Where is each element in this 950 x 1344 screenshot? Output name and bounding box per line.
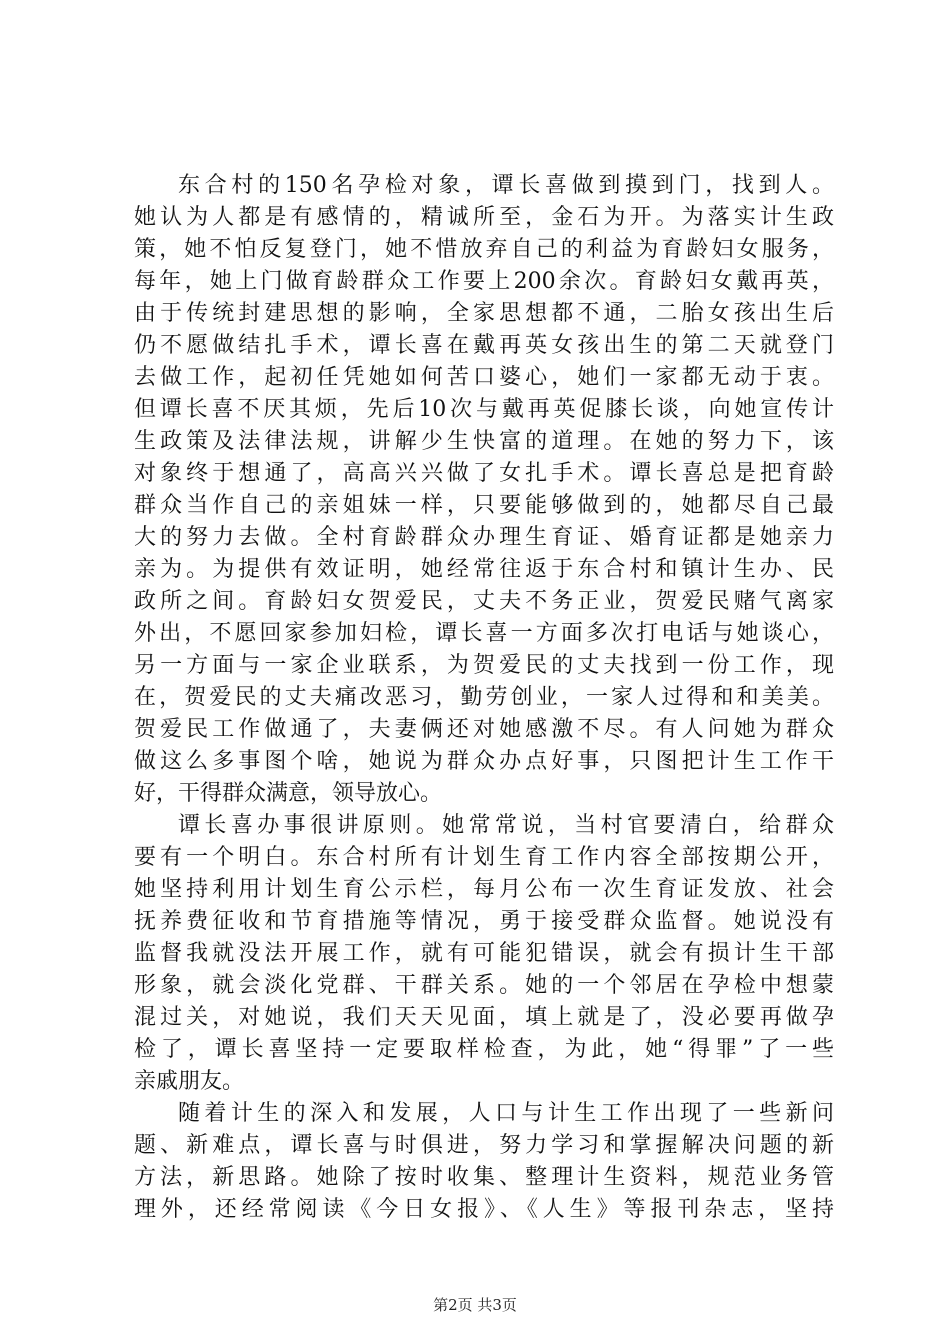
document-body (134, 170, 834, 1226)
text-line: 她认为人都是有感情的，精诚所至，金石为开。为落实计生政 (134, 205, 834, 230)
text-line: 方法，新思路。她除了按时收集、整理计生资料，规范业务管 (134, 1165, 834, 1190)
text-line: 她坚持利用计划生育公示栏，每月公布一次生育证发放、社会 (134, 877, 834, 902)
text-line: 另一方面与一家企业联系，为贺爱民的丈夫找到一份工作，现 (134, 653, 834, 678)
text-line: 政所之间。育龄妇女贺爱民，丈夫不务正业，贺爱民赌气离家 (134, 589, 834, 614)
text-line: 亲戚朋友。 (134, 1069, 245, 1094)
text-line: 亲为。为提供有效证明，她经常往返于东合村和镇计生办、民 (134, 557, 834, 582)
text-line: 要有一个明白。东合村所有计划生育工作内容全部按期公开， (134, 845, 834, 870)
text-line: 去做工作，起初任凭她如何苦口婆心，她们一家都无动于衷。 (134, 365, 834, 390)
text-line: 混过关，对她说，我们天天见面，填上就是了，没必要再做孕 (134, 1005, 834, 1030)
text-line: 对象终于想通了，高高兴兴做了女扎手术。谭长喜总是把育龄 (134, 461, 834, 486)
text-line: 题、新难点，谭长喜与时俱进，努力学习和掌握解决问题的新 (134, 1133, 834, 1158)
text-line: 检了，谭长喜坚持一定要取样检查，为此，她“得罪”了一些 (134, 1037, 834, 1062)
text-line: 做这么多事图个啥，她说为群众办点好事，只图把计生工作干 (134, 749, 834, 774)
text-line: 好，干得群众满意，领导放心。 (134, 781, 443, 806)
text-line: 抚养费征收和节育措施等情况，勇于接受群众监督。她说没有 (134, 909, 834, 934)
text-line: 大的努力去做。全村育龄群众办理生育证、婚育证都是她亲力 (134, 525, 834, 550)
text-line: 监督我就没法开展工作，就有可能犯错误，就会有损计生干部 (134, 941, 834, 966)
text-line: 东合村的150名孕检对象，谭长喜做到摸到门，找到人。 (178, 173, 834, 198)
text-line: 群众当作自己的亲姐妹一样，只要能够做到的，她都尽自己最 (134, 493, 834, 518)
text-line: 策，她不怕反复登门，她不惜放弃自己的利益为育龄妇女服务， (134, 237, 834, 262)
text-line: 谭长喜办事很讲原则。她常常说，当村官要清白，给群众 (178, 813, 834, 838)
text-line: 随着计生的深入和发展，人口与计生工作出现了一些新问 (178, 1101, 834, 1126)
text-line: 由于传统封建思想的影响，全家思想都不通，二胎女孩出生后 (134, 301, 834, 326)
text-line: 外出，不愿回家参加妇检，谭长喜一方面多次打电话与她谈心， (134, 621, 834, 646)
text-line: 每年，她上门做育龄群众工作要上200余次。育龄妇女戴再英， (134, 269, 834, 294)
text-line: 形象，就会淡化党群、干群关系。她的一个邻居在孕检中想蒙 (134, 973, 834, 998)
text-line: 生政策及法律法规，讲解少生快富的道理。在她的努力下，该 (134, 429, 834, 454)
text-line: 在，贺爱民的丈夫痛改恶习，勤劳创业，一家人过得和和美美。 (134, 685, 834, 710)
text-line: 但谭长喜不厌其烦，先后10次与戴再英促膝长谈，向她宣传计 (134, 397, 834, 422)
text-line: 仍不愿做结扎手术，谭长喜在戴再英女孩出生的第二天就登门 (134, 333, 834, 358)
page-footer: 第2页 共3页 (433, 1296, 517, 1314)
text-line: 理外，还经常阅读《今日女报》、《人生》等报刊杂志，坚持 (134, 1197, 834, 1222)
text-line: 贺爱民工作做通了，夫妻俩还对她感激不尽。有人问她为群众 (134, 717, 834, 742)
